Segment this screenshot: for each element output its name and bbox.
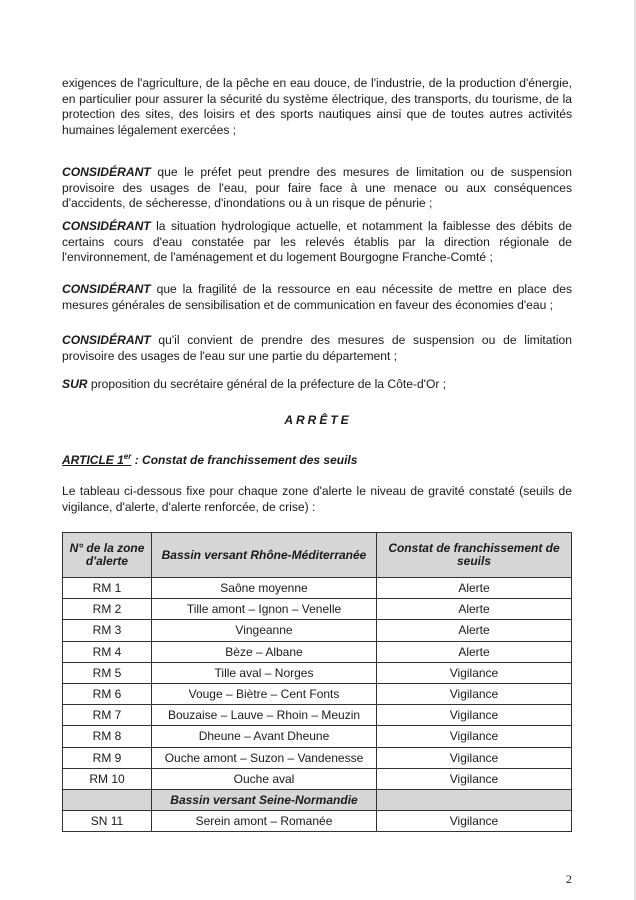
table-row: RM 10 Ouche aval Vigilance [63,768,572,789]
header-bassin: Bassin versant Rhône-Méditerranée [152,533,377,578]
section-label: Bassin versant Seine-Normandie [152,789,377,810]
alert-zone-table [62,532,572,832]
table-row: SN 11 Serein amont – Romanée Vigilance [63,811,572,832]
keyword: CONSIDÉRANT [62,165,151,179]
table-row: RM 5 Tille aval – Norges Vigilance [63,662,572,683]
table-row: RM 1 Saône moyenne Alerte [63,578,572,599]
table-row: RM 6 Vouge – Biètre – Cent Fonts Vigilance [63,683,572,704]
keyword: CONSIDÉRANT [62,219,151,233]
header-zone: N° de la zone d'alerte [63,533,152,578]
intro-paragraph: Le tableau ci-dessous fixe pour chaque zone d'alerte le niveau de gravité constaté (seuils de vigilance, d'alerte, d'alerte renforcée, de crise) : [62,484,572,514]
table-row: RM 4 Bèze – Albane Alerte [63,641,572,662]
article-title: : Constat de franchissement des seuils [131,453,358,467]
table-header-row [63,533,572,578]
paragraph-considerant-4: CONSIDÉRANT qu'il convient de prendre des mesures de suspension ou de limitation provisoire des usages de l'eau sur une partie du département ; [62,333,572,363]
keyword: CONSIDÉRANT [62,333,151,347]
header-constat: Constat de franchissement de seuils [377,533,572,578]
table-row: RM 7 Bouzaise – Lauve – Rhoin – Meuzin Vigilance [63,705,572,726]
table-row: RM 2 Tille amont – Ignon – Venelle Alerte [63,599,572,620]
arrete-heading: ARRÊTE [284,413,352,427]
paragraph-considerant-3: CONSIDÉRANT que la fragilité de la ressource en eau nécessite de mettre en place des mesures générales de sensibilisation et de communication en faveur des économies d'eau ; [62,282,572,312]
paragraph-exigences: exigences de l'agriculture, de la pêche en eau douce, de l'industrie, de la production d'énergie, en particulier pour assurer la sécurité du système électrique, des transports, du tourisme, de la protection des sites, des loisirs et des sports nautiques ainsi que de toutes autres activités humaines légalement exercées ; [62,76,572,137]
table-row: RM 3 Vingeanne Alerte [63,620,572,641]
article-number: ARTICLE 1er [62,452,132,467]
keyword: SUR [62,377,88,391]
page-number: 2 [566,872,572,886]
paragraph-sur-proposition: SUR proposition du secrétaire général de la préfecture de la Côte-d'Or ; [62,377,447,391]
article-heading [62,452,357,467]
table-row: RM 8 Dheune – Avant Dheune Vigilance [63,726,572,747]
table-section-row [63,789,572,810]
keyword: CONSIDÉRANT [62,282,151,296]
table-row: RM 9 Ouche amont – Suzon – Vandenesse Vigilance [63,747,572,768]
paragraph-considerant-2: CONSIDÉRANT la situation hydrologique actuelle, et notamment la faiblesse des débits de certains cours d'eau constatée par les relevés établis par la direction régionale de l'environnement, de l'aménagement et du logement Bourgogne Franche-Comté ; [62,219,572,264]
paragraph-considerant-1: CONSIDÉRANT que le préfet peut prendre des mesures de limitation ou de suspension provisoire des usages de l'eau, pour faire face à une menace ou aux conséquences d'accidents, de sécheresse, d'inondations ou à un risque de pénurie ; [62,165,572,210]
